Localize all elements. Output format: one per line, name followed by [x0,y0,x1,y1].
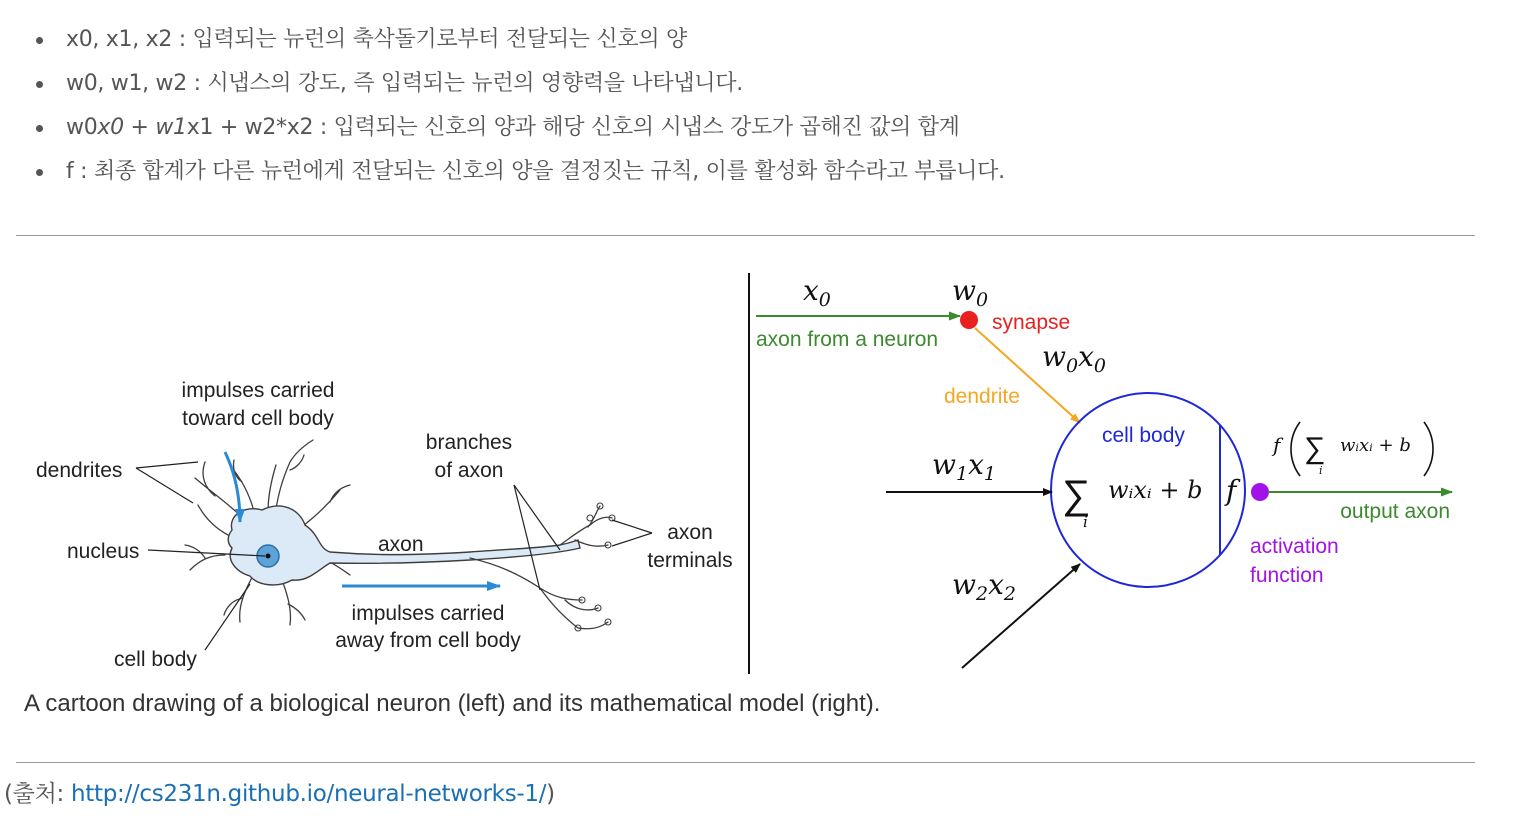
list-item: x0, x1, x2 : 입력되는 뉴런의 축삭돌기로부터 전달되는 신호의 양 [30,22,1005,66]
sum-expression: wᵢxᵢ + b [1108,476,1203,504]
source-citation [4,775,555,808]
impulse-in-arrow [225,452,240,522]
label-cell-body: cell body [114,648,197,671]
label-w2x2: $w_2x_2$ [952,568,1016,605]
synapse-dot [960,311,978,329]
bullet-list [30,22,1005,198]
input-w2x2-line [962,564,1080,668]
label-branches-1: branches [425,431,513,454]
label-impulses-out-1: impulses carried [351,602,505,625]
svg-text:i: i [1319,464,1323,477]
label-branches-2: of axon [434,459,504,482]
label-axon: axon [378,533,424,556]
label-output-axon: output axon [1340,500,1450,523]
list-item-part: w0 [66,115,98,140]
label-activation-2: function [1250,564,1324,587]
list-item-part: x0 + w1 [97,115,187,140]
list-item-part: x1 + w2*x2 : 입력되는 신호의 양과 해당 신호의 시냅스 강도가 곱해진 값의 합계 [186,115,960,140]
label-impulses-in-2: toward cell body [182,407,334,430]
source-link[interactable]: http://cs231n.github.io/neural-networks-1/ [70,781,547,807]
svg-text:f: f [1273,433,1281,457]
list-item: w0, w1, w2 : 시냅스의 강도, 즉 입력되는 뉴런의 영향력을 나타냅니다. [30,66,1005,110]
label-x0: $x_0$ [803,274,831,311]
label-f: f [1226,474,1237,507]
source-prefix: (출처: [4,781,71,807]
label-nucleus: nucleus [67,540,140,563]
label-impulses-out-2: away from cell body [335,629,521,652]
label-axon-terminals-1: axon [667,521,713,544]
math-model [756,274,1452,668]
list-item: f : 최종 합계가 다른 뉴런에게 전달되는 신호의 양을 결정짓는 규칙, 이를 활성화 함수라고 부릅니다. [30,154,1005,198]
label-synapse: synapse [992,311,1071,334]
biological-neuron [36,379,733,671]
sum-index: i [1083,513,1088,531]
label-dendrite: dendrite [944,385,1020,408]
divider [16,235,1475,236]
label-axon-from-neuron: axon from a neuron [756,328,939,351]
neuron-figure [0,255,1522,685]
label-w0x0: $w_0x_0$ [1042,340,1106,377]
output-function-expression [1271,422,1433,477]
label-axon-terminals-2: terminals [647,549,733,572]
activation-dot [1251,483,1269,501]
svg-text:wᵢxᵢ + b: wᵢxᵢ + b [1340,435,1411,456]
label-w1x1: $w_1x_1$ [932,448,996,485]
label-activation-1: activation [1250,535,1339,558]
label-cell-body-model: cell body [1102,424,1185,447]
source-suffix: ) [546,781,555,807]
label-dendrites: dendrites [36,459,123,482]
list-item [30,110,1005,154]
divider [16,762,1475,763]
figure-caption: A cartoon drawing of a biological neuron (left) and its mathematical model (right). [24,690,881,717]
svg-text:∑: ∑ [1304,432,1326,465]
label-w0: $w_0$ [952,274,989,311]
sum-symbol: ∑ [1062,473,1091,517]
label-impulses-in-1: impulses carried [181,379,335,402]
